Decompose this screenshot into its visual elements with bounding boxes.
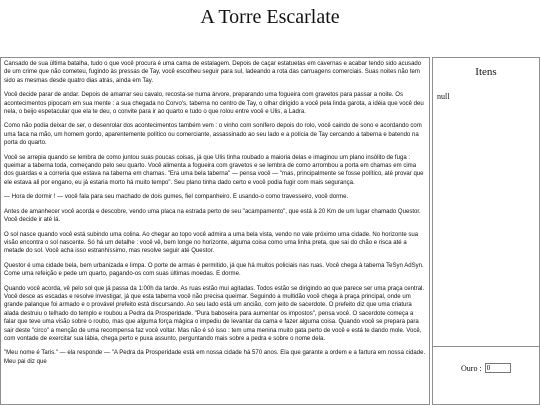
gold-row — [461, 363, 511, 373]
story-paragraph: O sol nasce quando você está subindo uma colina. Ao chegar ao topo você admira a uma bela vista, vendo no vale próximo uma cidade. No horizonte sua visão encontra o sol nascente. Só há um detalhe : você vê, bem longe no horizonte, alguma coisa como uma linha preta, que sai do chão e risca até a metade do sol. Você acha isso estranhíssimo, mas resolve seguir até Questor. — [4, 231, 419, 255]
story-panel — [0, 57, 430, 405]
story-paragraph: Você decide parar de andar. Depois de amarrar seu cavalo, recosta-se numa árvore, preparando uma fogueira com gravetos para passar a noite. Os acontecimentos pipocam em sua mente : a sua chegada no Corvo's, taberna no centro de Tay, o olhar dirigido a você pela linda garota, a idéia que você deu nela, o beijo espetacular que ela te deu, o convite para ir ao quarto e tudo o que rolou entre você e Ulis, a Ladra. — [4, 92, 424, 116]
story-paragraph: Como não podia deixar de ser, o desenrolar dos acontecimentos também vem : o vinho com sonífero depois do rolo, você caindo de sono e acordando com uma faca na mão, um homem gordo, aparentemente político ou comerciante, assassinado ao seu lado e a polícia de Tay cercando a taberna e batendo na porta do quarto. — [4, 123, 422, 147]
items-value: null — [437, 92, 450, 101]
items-title: Itens — [475, 66, 497, 78]
story-paragraph: Quando você acorda, vê pelo sol que já passa da 1:00h da tarde. As ruas estão mui agitadas. Todos estão se dirigindo ao que parece ser uma praça central. Você desce as escadas e resolve investigar, já que esta taberna você não precisa queimar. Seguindo a multidão você chega à praça principal, onde um grande palanque foi armado e o provável prefeito está discursando. Ao seu lado está um ancião, com jeito de sacerdote. O prefeito diz que uma criatura alada destruiu o telhado do templo e roubou a Pedra da Prosperidade. "Pura baboseira para aumentar os impostos", pensa você. O sacerdote começa a falar que teve uma visão sobre o roubo, mas que alguma força mágica o impediu de levantar da cama e fazer alguma coisa. Quando você se prepara para sair deste "circo" a menção de uma recompensa faz você voltar. Mas não é só isso : tem uma menina muito gata perto de você e está te dando mole. Você, com vontade de exercitar sua lábia, chega perto e puxa assunto, perguntando mais sobre a pedra e sobre o nome dela. — [4, 285, 425, 342]
story-paragraph: Antes de amanhecer você acorda e descobre, vendo uma placa na estrada perto de seu "acampamento", que está à 20 Km de um lugar chamado Questor. Você decide ir até lá. — [4, 208, 421, 224]
page-title: A Torre Escarlate — [200, 6, 340, 28]
story-paragraph: "Meu nome é Taris." — ela responde — "A Pedra da Prosperidade está em nossa cidade há 570 anos. Ela que garante a ordem e a fartura em nossa cidade. Meu pai diz que — [4, 350, 426, 365]
gold-input[interactable] — [485, 363, 511, 373]
story-paragraph: Questor é uma cidade bela, bem urbanizada e limpa. O porte de armas é permitido, já que há muitos policiais nas ruas. Você chega à taberna TeSyn AdSyn. Come uma refeição e pede um quarto, pagando-os com suas últimas moedas. E dorme. — [4, 262, 424, 278]
items-panel — [432, 57, 540, 347]
gold-label: Ouro : — [461, 363, 482, 373]
gold-panel — [432, 346, 540, 405]
story-paragraph: Você se arrepia quando se lembra de como juntou suas poucas coisas, já que Ulis tinha roubado a maioria delas e imaginou um plano insólito de fuga : queimar a taberna toda, começando pelo seu quarto. Você alimenta a fogueira com gravetos e se lembra de como arrombou a porta em chamas em cima dos guardas e a correria que estava na taberna em chamas. "Era uma bela taberna" — pensa você — "mas, principalmente se fosse político, até provar que ele estava ali por engano, eu já estaria morto há muito tempo". Seu plano tinha dado certo e você podia fugir com mais segurança. — [4, 154, 424, 186]
story-paragraph: — Hora de dormir ! — você fala para seu machado de dois gumes, fiel companheiro. E usando-o como travesseiro, você dorme. — [4, 194, 349, 201]
story-paragraph: Cansado de sua última batalha, tudo o que você procura é uma cama de estalagem. Depois de caçar estatuetas em cavernas e acabar tendo sido acusado de um crime que não cometeu, fugindo às pressas de Tay, você escolheu seguir para sul, ladeando a rota das carruagens comerciais. Suas noites não tem sido as mesmas desde quatro dias atrás, ainda em Tay. — [4, 61, 422, 84]
